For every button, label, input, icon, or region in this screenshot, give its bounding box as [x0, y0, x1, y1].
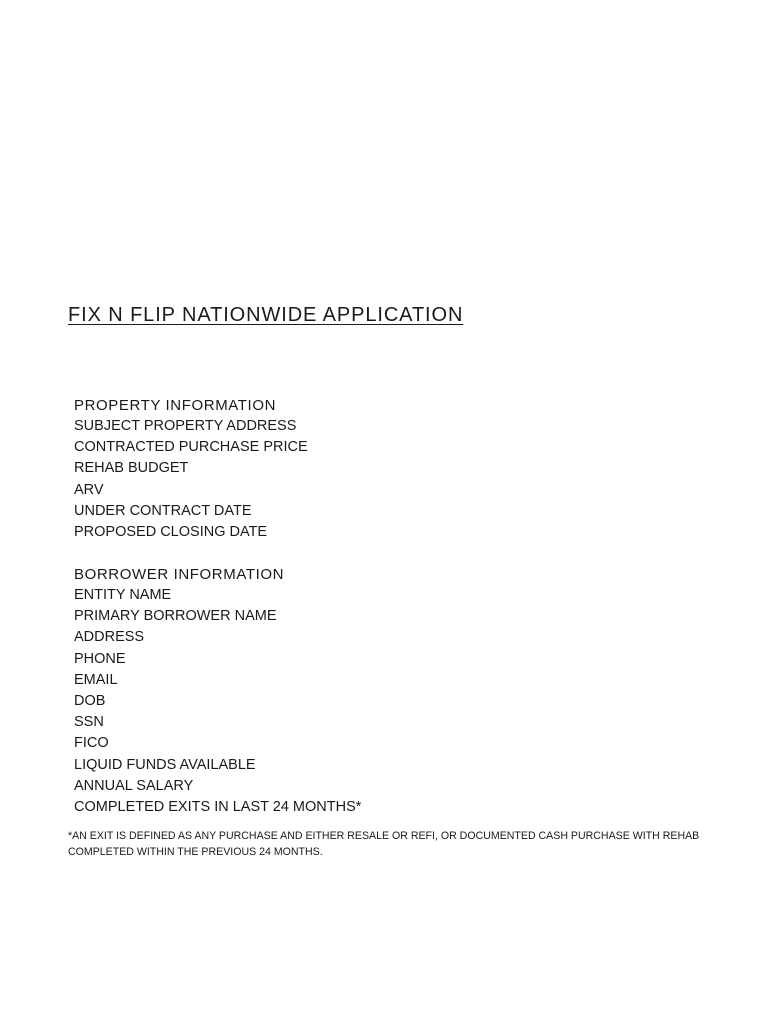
field-ssn[interactable]: SSN — [74, 714, 104, 731]
field-entity-name[interactable]: ENTITY NAME — [74, 587, 172, 603]
borrower-information-section — [74, 564, 361, 818]
field-address[interactable]: ADDRESS — [74, 629, 145, 646]
field-subject-property-address[interactable]: SUBJECT PROPERTY ADDRESS — [74, 418, 297, 434]
field-completed-exits[interactable]: COMPLETED EXITS IN LAST 24 MONTHS* — [74, 798, 362, 815]
field-phone[interactable]: PHONE — [74, 650, 126, 667]
field-under-contract-date[interactable]: UNDER CONTRACT DATE — [74, 502, 252, 519]
document-title: FIX N FLIP NATIONWIDE APPLICATION — [68, 304, 464, 326]
field-rehab-budget[interactable]: REHAB BUDGET — [74, 460, 189, 477]
field-proposed-closing-date[interactable]: PROPOSED CLOSING DATE — [74, 523, 268, 540]
field-liquid-funds-available[interactable]: LIQUID FUNDS AVAILABLE — [74, 756, 256, 773]
field-dob[interactable]: DOB — [74, 692, 106, 709]
borrower-information-heading: BORROWER INFORMATION — [74, 566, 285, 583]
property-information-heading: PROPERTY INFORMATION — [74, 397, 277, 414]
field-annual-salary[interactable]: ANNUAL SALARY — [74, 777, 194, 794]
field-fico[interactable]: FICO — [74, 735, 109, 752]
field-contracted-purchase-price[interactable]: CONTRACTED PURCHASE PRICE — [74, 439, 308, 456]
field-primary-borrower-name[interactable]: PRIMARY BORROWER NAME — [74, 608, 277, 625]
field-email[interactable]: EMAIL — [74, 671, 118, 688]
field-arv[interactable]: ARV — [74, 481, 104, 498]
exit-definition-footnote: *AN EXIT IS DEFINED AS ANY PURCHASE AND EITHER RESALE OR REFI, OR DOCUMENTED CASH PURCHASE WITH REHAB COMPLETED WITHIN THE PREVIOUS 24 MONTHS. — [68, 829, 700, 859]
property-information-section — [74, 395, 308, 543]
